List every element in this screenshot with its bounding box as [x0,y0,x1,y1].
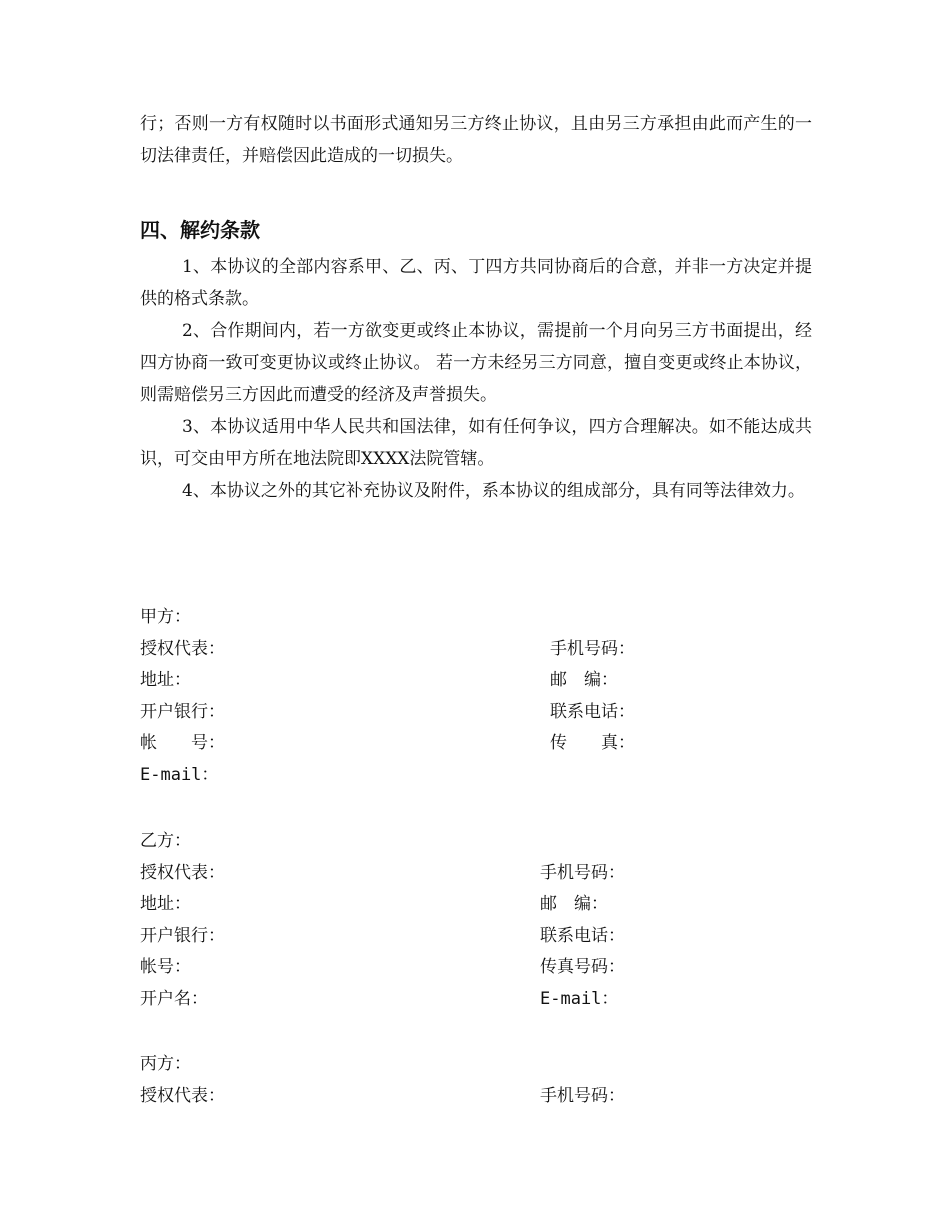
party-b-row [140,921,820,953]
clause-2: 2、合作期间内，若一方欲变更或终止本协议，需提前一个月向另三方书面提出，经四方协商一致可变更协议或终止协议。 若一方未经另三方同意，擅自变更或终止本协议，则需赔偿另三方因此而遭受的经济及声誉损失。 [140,321,812,405]
party-a-field-label: 地址： [140,670,191,690]
party-b-field-label: 手机号码： [540,862,625,883]
party-b-name: 乙方： [140,831,191,851]
party-b-field-label: 授权代表： [140,862,225,883]
party-a-row [140,760,820,792]
party-b-block [140,826,820,1015]
party-c-name: 丙方： [140,1054,191,1074]
party-a-field-label: 邮 编： [550,670,618,690]
party-b-field-label: 开户银行： [140,925,225,946]
party-a-row [140,728,820,760]
party-a-field-label: 开户银行： [140,701,225,722]
clause-3: 3、本协议适用中华人民共和国法律，如有任何争议，四方合理解决。如不能达成共识，可交由甲方所在地法院即XXXX法院管辖。 [140,417,812,469]
continuation-paragraph [140,108,812,172]
party-b-field-label: 帐号： [140,957,191,977]
party-a-block [140,602,820,791]
party-c-block [140,1049,820,1112]
clause-4: 4、本协议之外的其它补充协议及附件，系本协议的组成部分，具有同等法律效力。 [182,481,805,501]
party-b-field-label: 传真号码： [540,957,625,977]
clause-1: 1、本协议的全部内容系甲、乙、丙、丁四方共同协商后的合意，并非一方决定并提供的格式条款。 [140,257,812,309]
section-heading-termination: 四、解约条款 [140,218,260,242]
party-b-field-label: E-mail： [540,988,619,1009]
continuation-text: 行；否则一方有权随时以书面形式通知另三方终止协议，且由另三方承担由此而产生的一切法律责任，并赔偿因此造成的一切损失。 [140,114,812,166]
party-a-row [140,697,820,729]
party-a-field-label: 手机号码： [550,638,635,659]
party-a-field-label: 传 真： [550,733,635,753]
termination-clauses [140,251,812,507]
party-c-field-label: 手机号码： [540,1085,625,1106]
party-a-field-label: 帐 号： [140,733,225,753]
party-b-row [140,889,820,921]
party-b-field-label: 联系电话： [540,925,625,946]
party-b-field-label: 邮 编： [540,894,608,914]
party-c-row [140,1081,820,1113]
party-b-field-label: 开户名： [140,988,208,1009]
party-b-row [140,952,820,984]
party-c-field-label: 授权代表： [140,1085,225,1106]
party-b-row [140,858,820,890]
party-a-name: 甲方： [140,607,191,627]
party-a-row [140,634,820,666]
party-a-field-label: 授权代表： [140,638,225,659]
party-a-field-label: 联系电话： [550,701,635,722]
party-a-row [140,665,820,697]
party-b-field-label: 地址： [140,894,191,914]
party-b-row [140,984,820,1016]
party-a-field-label: E-mail： [140,764,219,785]
